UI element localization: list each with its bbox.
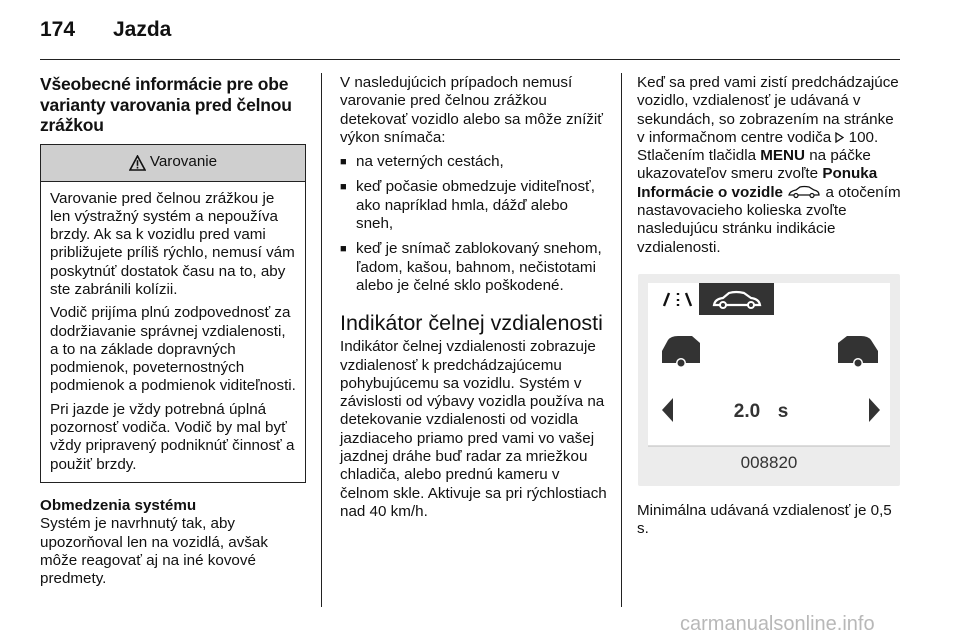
column-2: [340, 74, 608, 525]
distance-indicator-text: Indikátor čelnej vzdialenosti zobrazuje vzdialenosť k predchádzajúcemu pohybujúcemu sa vozidlu. Systém v závislosti od výbavy vozidla používa na detekovanie vzdialenosti od vozidla jazdiaceho priamo pred vami vo vašej jazdnej dráhe buď radar za mriežkou chladiča, alebo prednú kameru v čelnom skle. Aktivuje sa pri rýchlostiach nad 40 km/h.: [340, 338, 607, 520]
car-icon: [787, 185, 821, 199]
section-title: Jazda: [113, 18, 172, 41]
warning-body: [41, 182, 305, 482]
column-1: [40, 74, 306, 592]
conditions-intro: V nasledujúcich prípadoch nemusí varovanie pred čelnou zrážkou detekovať vozidlo alebo sa môže znížiť výkon snímača:: [340, 74, 603, 146]
header-rule: [40, 59, 900, 60]
display-caption: Minimálna udávaná vzdialenosť je 0,5 s.: [637, 501, 892, 538]
limits-text: Systém je navrhnutý tak, aby upozorňoval len na vozidlá, avšak môže reagovať aj na iné kovové predmety.: [40, 515, 268, 588]
list-item: ■ keď počasie obmedzuje viditeľnosť, ako napríklad hmla, dážď alebo sneh,: [340, 178, 608, 233]
distance-info-paragraph: Keď sa pred vami zistí predchádzajúce vozidlo, vzdialenosť je udávaná v sekundách, so zobrazením na stránke v informačnom centre vodiča 100. Stlačením tlačidla MENU na páčke ukazovateľov smeru zvoľte Ponuka Informácie o vozidle a otočením nastavovacieho kolieska zvoľte nasledujúcu stránku indikácie vzdialenosti.: [637, 74, 901, 256]
limits-title: Obmedzenia systému: [40, 496, 197, 514]
column-divider-1: [321, 73, 322, 607]
menu-button-label: MENU: [760, 147, 805, 165]
warning-box: [40, 144, 306, 483]
warning-paragraph: Vodič prijíma plnú zodpovednosť za dodržiavanie správnej vzdialenosti, a to na základe dopravných podmienok, poveternostných podmienok a podmienok viditeľnosti.: [50, 304, 296, 395]
subsection-title: Všeobecné informácie pre obe varianty varovania pred čelnou zrážkou: [40, 74, 292, 135]
distance-value: 2.0: [733, 400, 761, 422]
watermark: carmanualsonline.info: [680, 613, 875, 635]
column-3: [637, 74, 903, 543]
warning-label: Varovanie: [149, 153, 218, 171]
list-item: ■ na veterných cestách,: [340, 153, 608, 171]
page-number: 174: [40, 18, 76, 41]
distance-unit: s: [777, 400, 789, 422]
list-item: ■ keď je snímač zablokovaný snehom, ľadom, kašou, bahnom, nečistotami alebo je čelné sklo poškodené.: [340, 240, 608, 295]
column-divider-2: [621, 73, 622, 607]
driver-info-display-image: [638, 274, 900, 486]
warning-triangle-icon: [129, 155, 146, 171]
menu-item-label: Ponuka Informácie o vozidle: [637, 165, 878, 201]
display-graphic: [648, 283, 890, 478]
distance-indicator-heading: Indikátor čelnej vzdialenosti: [340, 311, 603, 336]
odometer-value: 008820: [740, 452, 798, 472]
warning-header: [41, 145, 305, 182]
warning-paragraph: Varovanie pred čelnou zrážkou je len výstražný systém a nepoužíva brzdy. Ak sa k vozidlu pred vami približujete príliš rýchlo, nemusí vám poskytnúť dostatok času na to, aby ste zabránili kolízii.: [50, 189, 295, 298]
page-reference-icon: [835, 132, 844, 143]
warning-paragraph: Pri jazde je vždy potrebná úplná pozornosť vodiča. Vodič by mal byť vždy pripravený podniknúť činnosť a použiť brzdy.: [50, 400, 295, 473]
conditions-list: [340, 153, 608, 295]
